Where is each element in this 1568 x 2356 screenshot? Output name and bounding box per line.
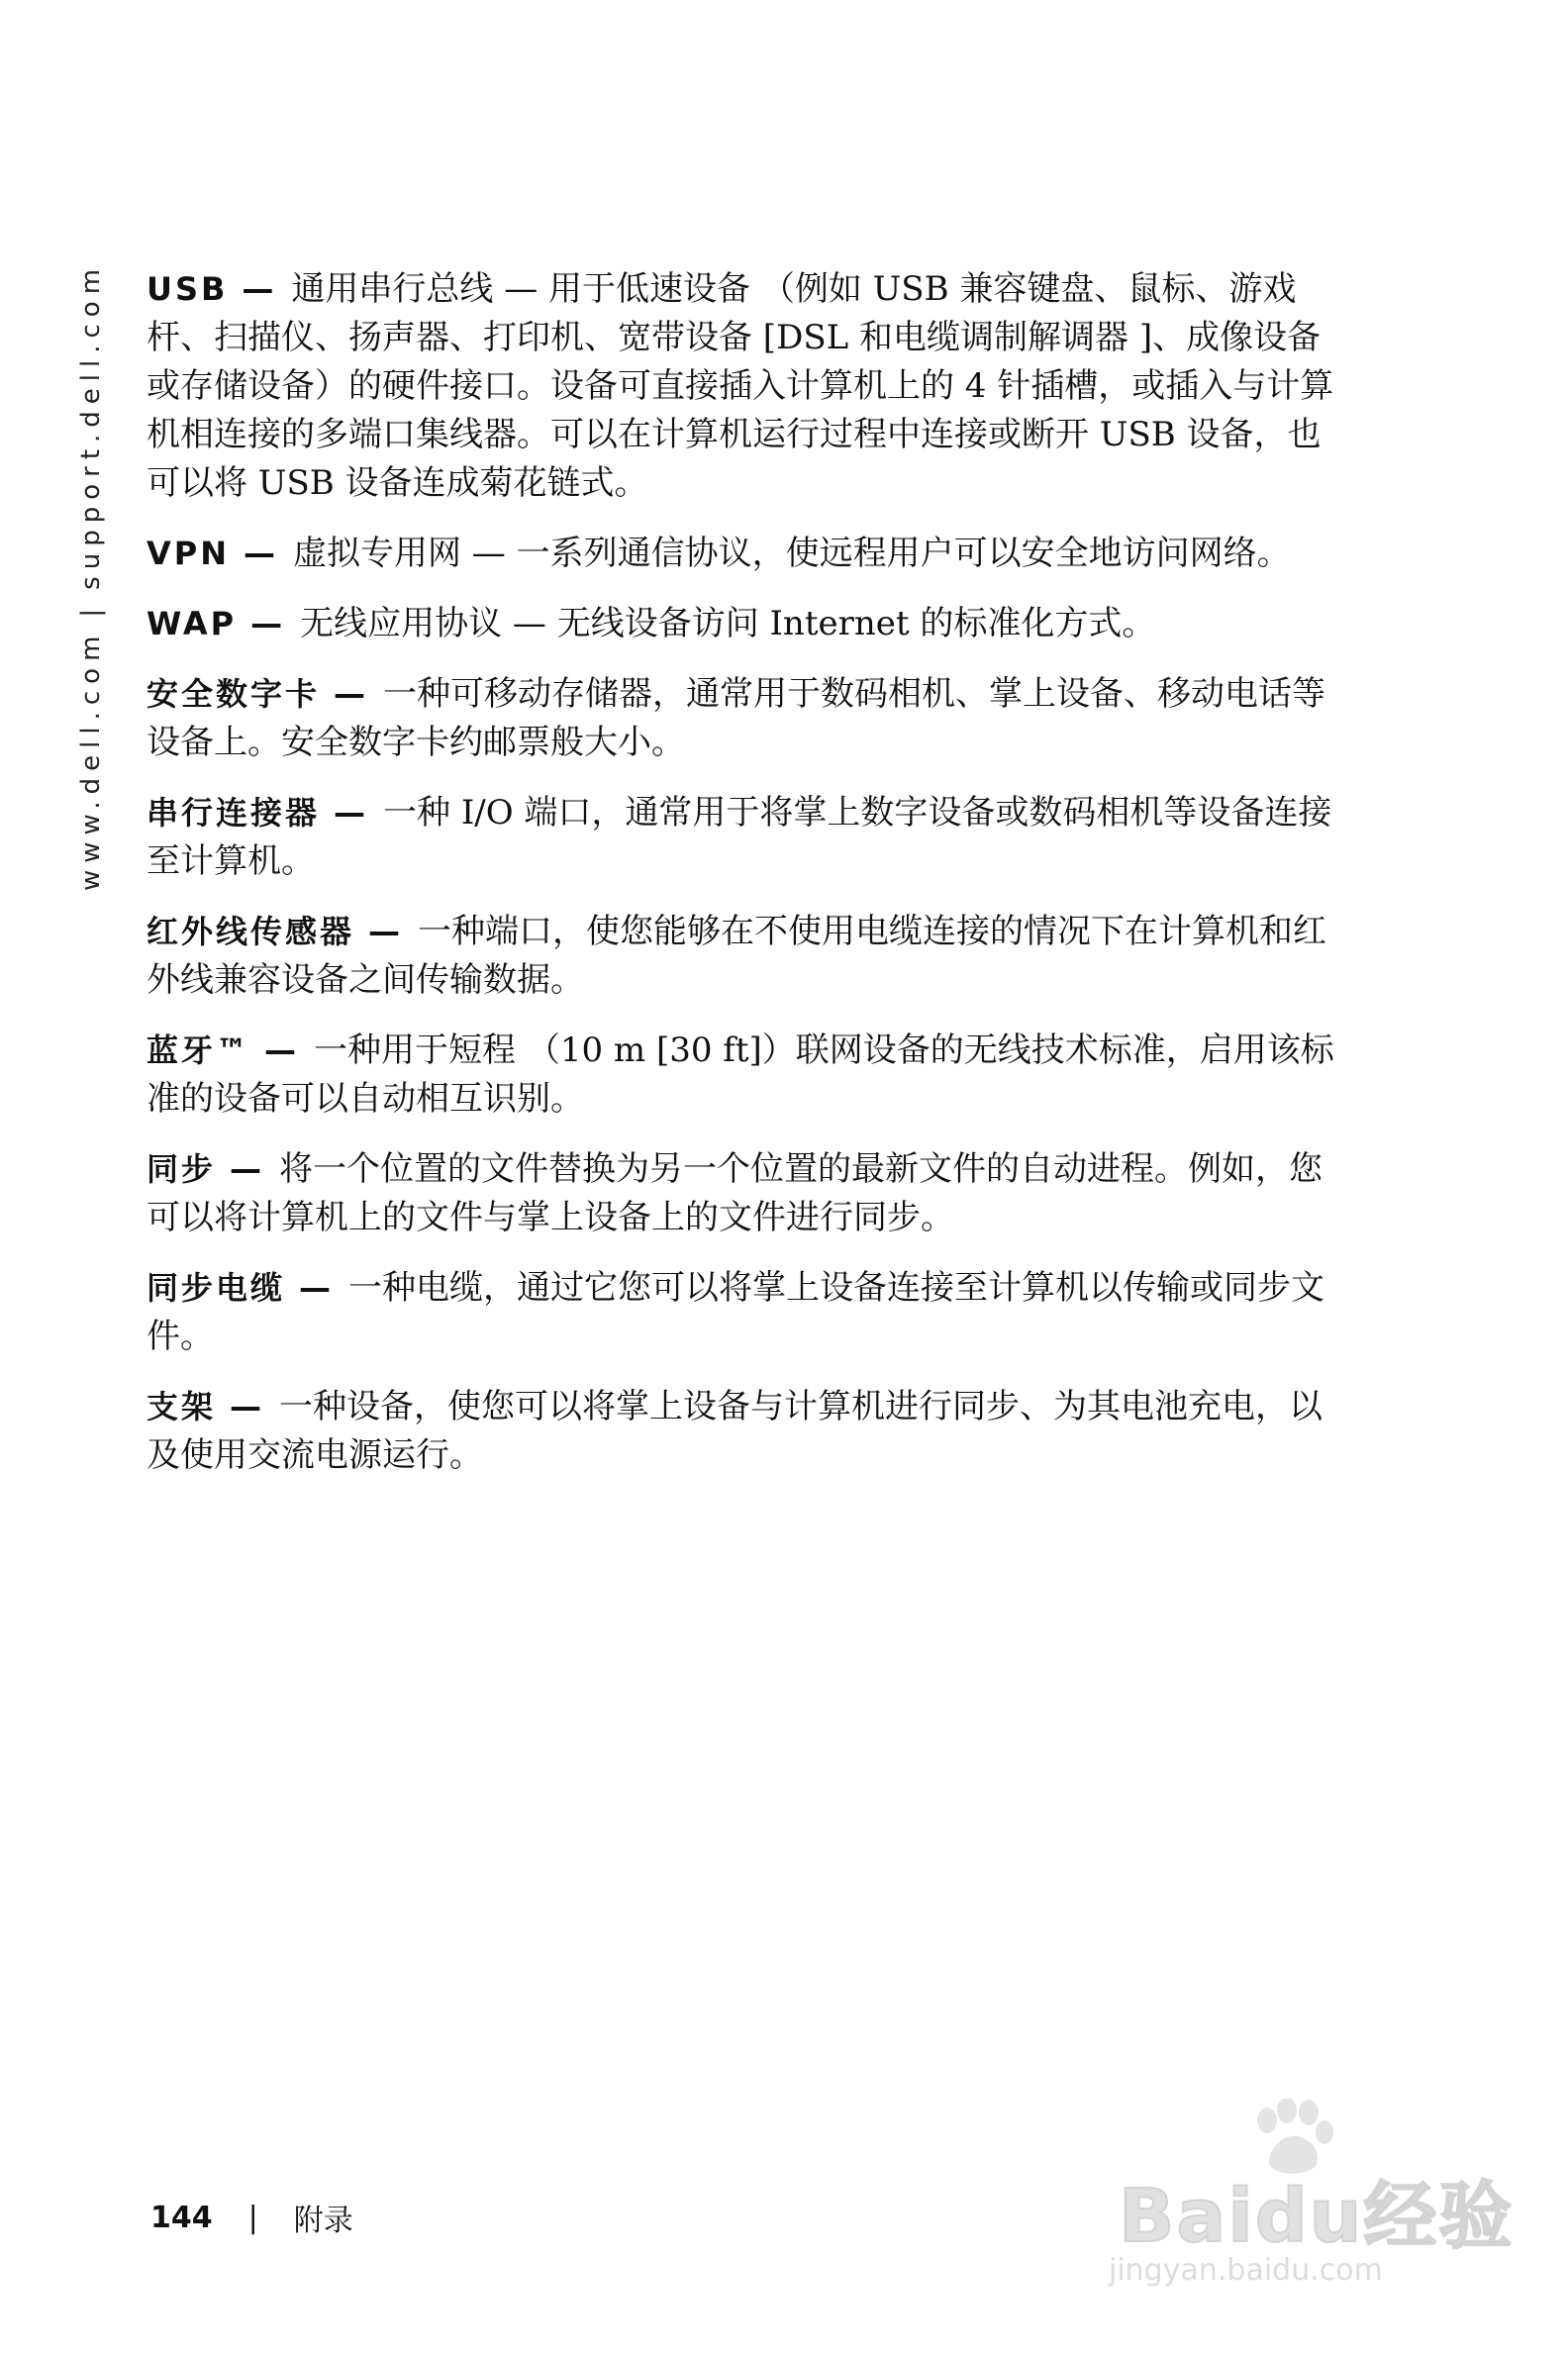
term-dash: — <box>368 913 401 950</box>
glossary-term: 蓝牙™ <box>147 1031 251 1069</box>
glossary-definition: 一种电缆，通过它您可以将掌上设备连接至计算机以传输或同步文件。 <box>147 1268 1325 1356</box>
glossary-entry-wap <box>147 600 1354 648</box>
glossary-term: 同步 <box>147 1150 217 1188</box>
glossary-term: USB <box>147 270 229 308</box>
section-title: 附录 <box>293 2204 353 2238</box>
glossary-entry-serial-connector <box>147 789 1354 886</box>
term-dash: — <box>264 1031 297 1069</box>
glossary-term: VPN <box>147 535 230 572</box>
glossary-definition: 一种可移动存储器，通常用于数码相机、掌上设备、移动电话等设备上。安全数字卡约邮票般大小。 <box>147 674 1326 762</box>
glossary-term: 红外线传感器 <box>147 913 355 950</box>
watermark-logo-text: Baidu经验 <box>1119 2174 1515 2259</box>
glossary-term: WAP <box>147 605 238 642</box>
glossary-definition: 无线应用协议 — 无线设备访问 Internet 的标准化方式。 <box>300 604 1156 643</box>
glossary-entry-infrared-sensor <box>147 908 1354 1005</box>
glossary-term: 安全数字卡 <box>147 675 321 713</box>
term-dash: — <box>244 535 275 572</box>
side-url-separator: | <box>76 601 106 618</box>
glossary-entry-usb <box>147 265 1354 508</box>
glossary-entry-sd-card <box>147 670 1354 767</box>
term-dash: — <box>299 1269 332 1307</box>
glossary-entry-bluetooth <box>147 1027 1354 1124</box>
glossary-entry-sync <box>147 1145 1354 1242</box>
page-footer <box>150 2196 353 2239</box>
term-dash: — <box>230 1150 262 1188</box>
side-url-right: support.dell.com <box>76 261 106 590</box>
glossary-definition: 一种端口，使您能够在不使用电缆连接的情况下在计算机和红外线兼容设备之间传输数据。 <box>147 912 1327 1000</box>
watermark-url: jingyan.baidu.com <box>1109 2253 1383 2288</box>
glossary-entry-vpn <box>147 530 1354 578</box>
glossary-content <box>147 265 1354 1502</box>
glossary-definition: 通用串行总线 — 用于低速设备 （例如 USB 兼容键盘、鼠标、游戏杆、扫描仪、扬声器、打印机、宽带设备 [DSL 和电缆调制解调器 ]、成像设备或存储设备）的硬件接口。设备可直接插入计算机上的 4 针插槽，或插入与计算机相连接的多端口集线器。可以在计算机运行过程中连接或断开 USB 设备，也可以将 USB 设备连成菊花链式。 <box>147 269 1334 503</box>
footer-separator: | <box>247 2200 258 2235</box>
glossary-definition: 一种用于短程 （10 m [30 ft]）联网设备的无线技术标准，启用该标准的设备可以自动相互识别。 <box>147 1031 1334 1119</box>
glossary-term: 支架 <box>147 1388 217 1425</box>
glossary-entry-sync-cable <box>147 1264 1354 1361</box>
glossary-entry-cradle <box>147 1383 1354 1480</box>
glossary-definition: 一种设备，使您可以将掌上设备与计算机进行同步、为其电池充电，以及使用交流电源运行。 <box>147 1387 1323 1475</box>
term-dash: — <box>334 675 366 713</box>
glossary-definition: 将一个位置的文件替换为另一个位置的最新文件的自动进程。例如，您可以将计算机上的文件与掌上设备上的文件进行同步。 <box>147 1149 1323 1237</box>
side-url <box>71 261 111 891</box>
term-dash: — <box>230 1388 262 1425</box>
term-dash: — <box>242 270 274 308</box>
glossary-definition: 一种 I/O 端口，通常用于将掌上数字设备或数码相机等设备连接至计算机。 <box>147 793 1332 881</box>
term-dash: — <box>250 605 283 642</box>
glossary-term: 串行连接器 <box>147 794 321 832</box>
page-number: 144 <box>150 2200 213 2235</box>
side-url-left: www.dell.com <box>76 629 106 891</box>
glossary-definition: 虚拟专用网 — 一系列通信协议，使远程用户可以安全地访问网络。 <box>293 534 1291 573</box>
baidu-jingyan-watermark <box>1099 2099 1515 2297</box>
glossary-term: 同步电缆 <box>147 1269 286 1307</box>
term-dash: — <box>334 794 366 832</box>
